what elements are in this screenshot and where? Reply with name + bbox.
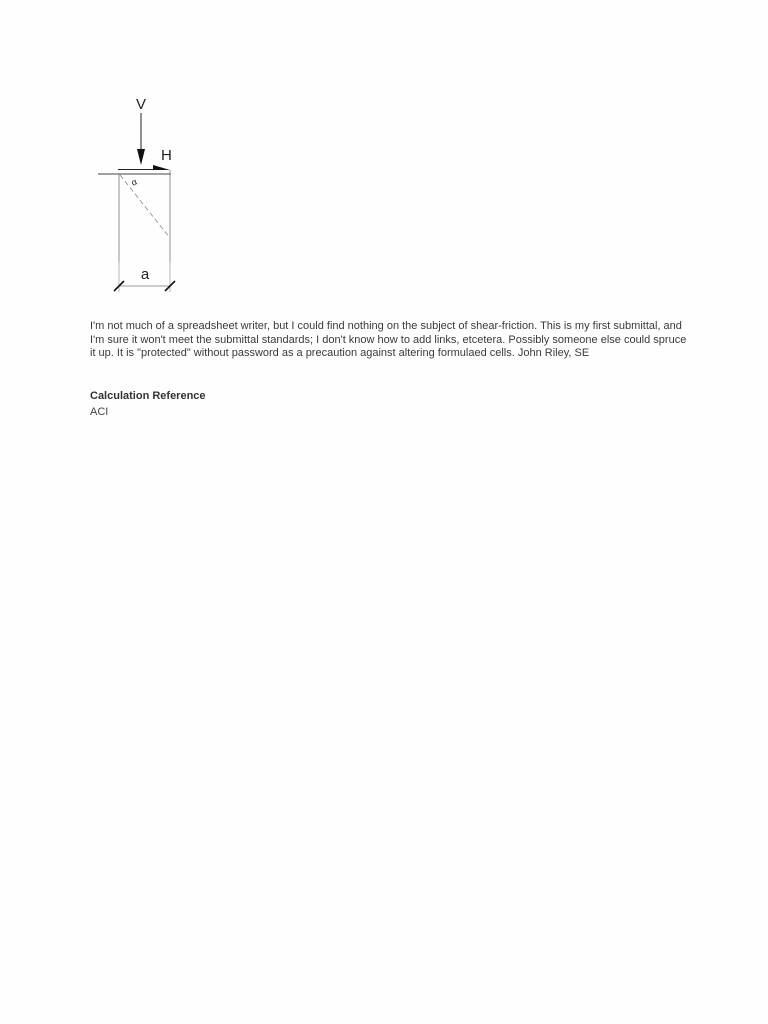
horizontal-load-arrowhead: [153, 165, 170, 170]
dimension-label: a: [140, 266, 150, 283]
horizontal-load-label: H: [161, 147, 172, 164]
diagram-svg: [90, 88, 190, 300]
calculation-reference-heading: Calculation Reference: [90, 390, 206, 402]
calculation-reference-value: ACI: [90, 406, 109, 418]
description-text: I'm not much of a spreadsheet writer, but I could find nothing on the subject of shear-friction. This is my first submittal, and I'm sure it won't meet the submittal standards; I don't know how to add links, etcetera. Possibly someone else could spruce it up. It is "protected" without password as a precaution against altering formulaed cells. John Riley, SE: [90, 320, 687, 359]
angle-label: α: [129, 176, 139, 188]
shear-crack-dashed-line: [120, 175, 170, 238]
vertical-load-label: V: [135, 96, 147, 113]
shear-friction-diagram: [90, 88, 190, 300]
vertical-load-arrowhead: [137, 149, 145, 165]
